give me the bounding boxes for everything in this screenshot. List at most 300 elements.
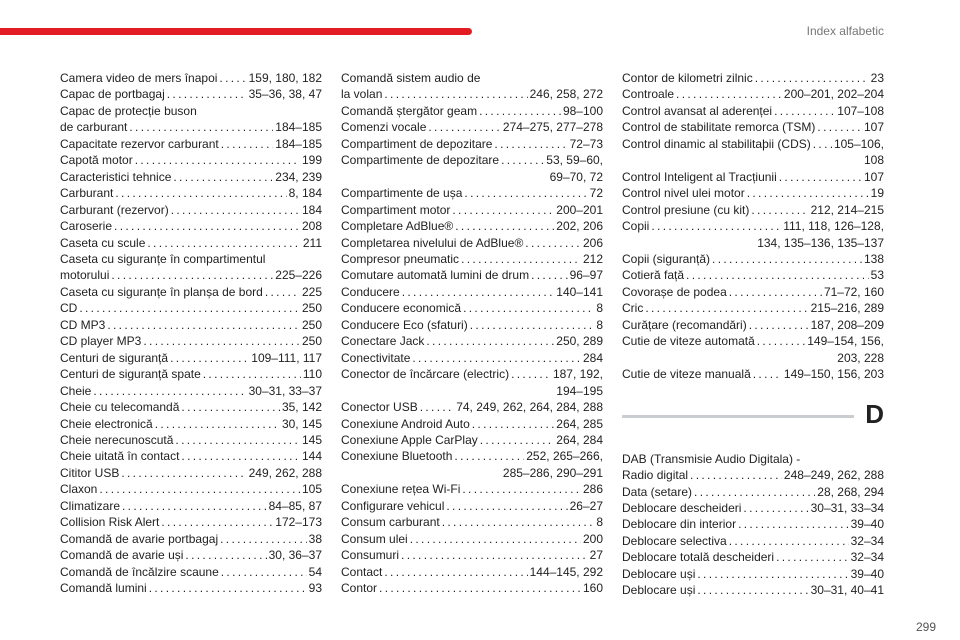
index-column-1 <box>60 70 322 597</box>
index-entry-line <box>60 86 322 102</box>
index-entry-pages: 211 <box>302 235 322 250</box>
index-column-3 <box>622 70 884 599</box>
index-entry-line <box>622 251 884 267</box>
index-entry-pages: 35–36, 38, 47 <box>248 87 322 102</box>
leader-dots <box>412 350 581 366</box>
index-entry-line <box>341 251 603 267</box>
index-entry-term: Deblocare totală descheideri <box>622 550 775 565</box>
index-entry-line <box>341 580 603 596</box>
leader-dots <box>464 185 587 201</box>
index-entry-pages: 284 <box>582 350 603 365</box>
leader-dots <box>501 152 544 168</box>
index-entry-term: Deblocare uși <box>622 566 696 581</box>
index-entry-line <box>341 202 603 218</box>
leader-dots <box>511 366 551 382</box>
leader-dots <box>697 566 848 582</box>
index-entry-term: Curățare (recomandări) <box>622 317 747 332</box>
index-entry-term: Claxon <box>60 482 98 497</box>
index-entry <box>622 218 884 251</box>
index-entry-pages: 250 <box>301 301 322 316</box>
leader-dots <box>446 498 567 514</box>
index-entry-line <box>341 432 603 448</box>
leader-dots <box>462 481 581 497</box>
index-entry-pages: 212 <box>582 251 603 266</box>
index-entry-line <box>60 152 322 168</box>
index-entry-term: de carburant <box>60 120 128 135</box>
index-entry-term: Cheie <box>60 383 92 398</box>
index-entry-pages: 149–154, 156, <box>807 334 884 349</box>
index-entry-line <box>341 481 603 497</box>
index-entry-pages: 19 <box>870 186 884 201</box>
index-entry <box>60 350 322 366</box>
leader-dots <box>651 218 781 234</box>
index-entry-pages: 234, 239 <box>275 169 322 184</box>
index-entry-line <box>622 169 884 185</box>
leader-dots <box>645 300 808 316</box>
index-entry-pages: 107 <box>863 169 884 184</box>
leader-dots <box>774 103 835 119</box>
index-entry <box>341 399 603 415</box>
index-entry-term: Caracteristici tehnice <box>60 169 172 184</box>
index-entry-line <box>622 533 884 549</box>
index-entry-pages: 199 <box>301 153 322 168</box>
index-entry-line <box>341 350 603 366</box>
index-entry <box>341 235 603 251</box>
index-entry-term: Copii <box>622 219 650 234</box>
index-entry-term: Conexiune Bluetooth <box>341 449 453 464</box>
index-entry-pages: 30–31, 40–41 <box>810 583 884 598</box>
index-entry-line <box>341 267 603 283</box>
leader-dots <box>185 547 266 563</box>
index-entry-line <box>622 333 884 349</box>
leader-dots <box>817 119 862 135</box>
index-entry-pages: 105–106, <box>833 136 884 151</box>
index-entry-line <box>622 267 884 283</box>
leader-dots <box>111 267 273 283</box>
index-entry-term: Conducere economică <box>341 301 462 316</box>
index-entry-line <box>622 366 884 382</box>
leader-dots <box>170 350 249 366</box>
index-entry <box>622 317 884 333</box>
leader-dots <box>121 465 246 481</box>
leader-dots <box>175 432 300 448</box>
index-entry-term: Capac de portbagaj <box>60 87 165 102</box>
index-entry-pages: 208 <box>301 219 322 234</box>
index-entry-term: Copii (siguranță) <box>622 251 711 266</box>
index-entry <box>341 514 603 530</box>
index-entry-line <box>60 202 322 218</box>
index-entry <box>60 531 322 547</box>
index-entry-line <box>60 448 322 464</box>
index-entry-pages: 109–111, 117 <box>251 350 322 365</box>
index-entry <box>60 547 322 563</box>
index-entry-line <box>341 317 603 333</box>
leader-dots <box>753 366 782 382</box>
index-entry <box>622 582 884 598</box>
index-entry-line <box>341 333 603 349</box>
leader-dots <box>531 267 568 283</box>
index-entry <box>622 136 884 169</box>
leader-dots <box>135 152 300 168</box>
index-entry-pages: 32–34 <box>850 533 884 548</box>
index-entry-term: Cutie de viteze automată <box>622 334 755 349</box>
index-entry <box>60 218 322 234</box>
index-entry-term: Conectivitate <box>341 350 411 365</box>
index-entry-pages: 206 <box>582 235 603 250</box>
leader-dots <box>525 235 581 251</box>
index-entry <box>341 333 603 349</box>
leader-dots <box>455 218 554 234</box>
index-entry <box>60 416 322 432</box>
index-entry-term: Comandă lumini <box>60 581 147 596</box>
index-entry-line <box>622 549 884 565</box>
index-entry <box>622 202 884 218</box>
leader-dots <box>461 251 581 267</box>
index-entry <box>341 416 603 432</box>
index-entry <box>60 136 322 152</box>
index-entry-pages: 160 <box>582 581 603 596</box>
index-entry-pages: 145 <box>301 432 322 447</box>
index-entry-line <box>60 284 322 300</box>
index-entry-line <box>60 300 322 316</box>
index-entry-pages: 250, 289 <box>556 334 603 349</box>
index-entry-term: Comutare automată lumini de drum <box>341 268 530 283</box>
index-entry-pages: 215–216, 289 <box>810 301 884 316</box>
index-entry-line <box>341 185 603 201</box>
index-entry-line <box>341 416 603 432</box>
index-entry-term: Cititor USB <box>60 465 120 480</box>
index-entry-term: Cotieră față <box>622 268 685 283</box>
index-entry-pages: 28, 268, 294 <box>817 484 884 499</box>
index-entry-pages: 72 <box>589 186 603 201</box>
index-entry-term: Control dinamic al stabilitaþii (CDS) <box>622 136 811 151</box>
section-divider <box>622 415 854 418</box>
index-entry-line <box>60 70 322 86</box>
index-entry-term: Radio digital <box>622 468 689 483</box>
index-entry-pages: 172–173 <box>275 515 322 530</box>
index-entry <box>341 531 603 547</box>
index-entry <box>341 185 603 201</box>
index-entry-line <box>622 218 884 234</box>
index-entry-term: CD player MP3 <box>60 334 142 349</box>
index-entry <box>60 300 322 316</box>
index-entry <box>341 498 603 514</box>
index-entry-term: Climatizare <box>60 498 121 513</box>
leader-dots <box>813 136 832 152</box>
index-entry-pages: 187, 192, <box>552 367 603 382</box>
index-entry <box>341 350 603 366</box>
index-entry-line <box>60 317 322 333</box>
index-entry-pages: 140–141 <box>556 284 603 299</box>
index-entry <box>341 564 603 580</box>
index-entry <box>622 70 884 86</box>
index-entry-term: Control avansat al aderenței <box>622 103 773 118</box>
index-entry-term: Caseta cu scule <box>60 235 146 250</box>
index-entry-line <box>622 185 884 201</box>
index-entry <box>60 235 322 251</box>
leader-dots <box>442 514 595 530</box>
index-entry-term: Comenzi vocale <box>341 120 427 135</box>
index-entry-pages: 96–97 <box>569 268 603 283</box>
index-entry-pages: 212, 214–215 <box>810 202 884 217</box>
index-entry-term: Conexiune Android Auto <box>341 416 470 431</box>
index-entry-line <box>622 484 884 500</box>
index-entry-term: la volan <box>341 87 383 102</box>
index-entry-term-part: Caseta cu siguranțe în compartimentul <box>60 251 266 266</box>
index-entry <box>341 103 603 119</box>
leader-dots <box>480 432 555 448</box>
index-entry <box>60 284 322 300</box>
index-column-2 <box>341 70 603 597</box>
index-entry-pages: 72–73 <box>569 136 603 151</box>
index-entry-term: Carburant <box>60 186 114 201</box>
index-entry-line <box>341 152 603 168</box>
index-entry-pages: 248–249, 262, 288 <box>783 468 884 483</box>
leader-dots <box>428 119 501 135</box>
index-entry <box>341 70 603 103</box>
index-entry-pages: 74, 249, 262, 264, 284, 288 <box>456 400 603 415</box>
index-entry <box>60 185 322 201</box>
index-entry <box>341 366 603 399</box>
index-entry-pages: 249, 262, 288 <box>248 465 322 480</box>
index-entry-term: Caseta cu siguranțe în planșa de bord <box>60 284 263 299</box>
index-entry <box>341 218 603 234</box>
index-entry <box>60 432 322 448</box>
index-entry <box>60 152 322 168</box>
index-entry-term: Centuri de siguranță <box>60 350 169 365</box>
index-entry-pages: 184 <box>301 202 322 217</box>
index-entry-term: CD MP3 <box>60 317 106 332</box>
index-entry-line <box>60 119 322 135</box>
accent-bar <box>0 28 472 35</box>
index-entry <box>60 564 322 580</box>
index-entry-pages: 53 <box>870 268 884 283</box>
index-entry <box>60 448 322 464</box>
leader-dots <box>690 467 782 483</box>
index-entry-line <box>60 432 322 448</box>
index-entry <box>60 498 322 514</box>
index-entry-pages: 107 <box>863 120 884 135</box>
index-entry-line <box>60 564 322 580</box>
index-entry-pages-continued: 69–70, 72 <box>549 169 603 184</box>
leader-dots <box>420 399 455 415</box>
index-entry-term: motorului <box>60 268 110 283</box>
leader-dots <box>410 531 581 547</box>
index-entry <box>341 136 603 152</box>
index-entry-pages: 23 <box>870 71 884 85</box>
index-entry-line <box>341 399 603 415</box>
index-entry <box>622 119 884 135</box>
leader-dots <box>221 136 274 152</box>
index-entry-pages: 149–150, 156, 203 <box>783 367 884 382</box>
index-entry-term-part: DAB (Transmisie Audio Digitala) - <box>622 451 801 466</box>
leader-dots <box>203 366 301 382</box>
index-entry-pages: 32–34 <box>850 550 884 565</box>
index-entry <box>341 251 603 267</box>
index-entry <box>60 383 322 399</box>
index-entry-pages: 138 <box>863 251 884 266</box>
index-entry-line <box>60 481 322 497</box>
index-entry-pages: 8 <box>596 317 603 332</box>
index-entry-pages: 27 <box>589 548 603 563</box>
leader-dots <box>479 103 561 119</box>
index-entry-pages: 144 <box>301 449 322 464</box>
index-entry <box>60 366 322 382</box>
index-entry-pages: 225–226 <box>275 268 322 283</box>
index-entry <box>622 549 884 565</box>
leader-dots <box>115 185 286 201</box>
index-entry <box>60 103 322 136</box>
index-entry-line <box>341 136 603 152</box>
index-entry-line <box>60 514 322 530</box>
index-entry <box>622 366 884 382</box>
leader-dots <box>743 500 808 516</box>
index-entry-line <box>60 185 322 201</box>
index-entry-term: Contor <box>341 581 378 596</box>
leader-dots <box>173 169 273 185</box>
index-entry <box>341 202 603 218</box>
index-entry-term: Conducere <box>341 284 400 299</box>
index-entry-line <box>60 136 322 152</box>
index-entry-line <box>341 86 603 102</box>
index-entry-term: Compartiment de depozitare <box>341 136 493 151</box>
leader-dots <box>776 549 849 565</box>
index-entry <box>60 333 322 349</box>
index-entry <box>60 580 322 596</box>
index-entry-pages-continued: 203, 228 <box>837 350 884 365</box>
index-entry <box>622 333 884 366</box>
index-entry-pages: 200 <box>582 531 603 546</box>
leader-dots <box>729 533 849 549</box>
index-entry-line <box>60 267 322 283</box>
leader-dots <box>712 251 862 267</box>
leader-dots <box>729 284 822 300</box>
index-entry-term: CD <box>60 301 78 316</box>
index-entry-line <box>341 119 603 135</box>
index-entry-term: Centuri de siguranță spate <box>60 367 201 382</box>
index-entry-line <box>341 448 603 464</box>
index-entry-term: Deblocare uși <box>622 583 696 598</box>
index-entry-term: Control nivel ulei motor <box>622 186 745 201</box>
index-entry-pages-continued: 134, 135–136, 135–137 <box>757 235 884 250</box>
index-entry-pages: 38 <box>308 531 322 546</box>
index-entry <box>622 251 884 267</box>
index-entry-term: Collision Risk Alert <box>60 515 160 530</box>
leader-dots <box>779 169 862 185</box>
index-entry-line <box>622 70 884 86</box>
index-entry-pages: 98–100 <box>562 103 603 118</box>
index-entry-pages: 30, 145 <box>281 416 322 431</box>
leader-dots <box>426 333 554 349</box>
index-entry-line <box>341 366 603 382</box>
index-entry-term: Controale <box>622 87 675 102</box>
leader-dots <box>219 70 246 86</box>
index-entry-line <box>622 136 884 152</box>
index-entry <box>60 251 322 284</box>
index-entry <box>622 451 884 484</box>
index-entry-line <box>60 333 322 349</box>
index-entry-line <box>60 580 322 596</box>
index-entry-pages: 159, 180, 182 <box>248 71 322 85</box>
index-entry-term: Cheie nerecunoscută <box>60 432 174 447</box>
index-entry-line <box>341 531 603 547</box>
index-entry-line <box>60 547 322 563</box>
leader-dots <box>749 317 809 333</box>
leader-dots <box>79 300 300 316</box>
index-entry-term: Compartimente de ușa <box>341 186 463 201</box>
index-entry-pages: 35, 142 <box>281 400 322 415</box>
index-entry-pages: 187, 208–209 <box>810 317 884 332</box>
leader-dots <box>402 284 555 300</box>
index-entry-term: Compartiment motor <box>341 202 451 217</box>
section-header-d <box>622 398 884 441</box>
index-entry-pages: 54 <box>308 564 322 579</box>
index-entry-term: Conexiune rețea Wi-Fi <box>341 482 461 497</box>
index-entry-pages: 200–201 <box>556 202 603 217</box>
index-entry-term: Capacitate rezervor carburant <box>60 136 219 151</box>
leader-dots <box>149 580 307 596</box>
index-entry-term: Data (setare) <box>622 484 693 499</box>
index-entry <box>622 300 884 316</box>
index-entry-pages: 39–40 <box>850 566 884 581</box>
index-entry <box>622 267 884 283</box>
index-entry <box>622 516 884 532</box>
index-entry <box>60 514 322 530</box>
index-entry-term: Cheie cu telecomandă <box>60 400 180 415</box>
index-entry-term: Covorașe de podea <box>622 284 727 299</box>
index-entry-line <box>341 514 603 530</box>
index-entry-term: Deblocare descheideri <box>622 500 742 515</box>
index-entry <box>60 70 322 86</box>
index-entry-pages: 246, 258, 272 <box>529 87 603 102</box>
index-entry-line <box>341 547 603 563</box>
index-entry <box>60 317 322 333</box>
index-entry-pages: 264, 285 <box>556 416 603 431</box>
index-entry-line <box>622 284 884 300</box>
leader-dots <box>93 383 246 399</box>
leader-dots <box>401 547 588 563</box>
index-entry-pages: 30, 36–37 <box>268 548 322 563</box>
index-entry-line <box>341 498 603 514</box>
index-entry-line <box>60 366 322 382</box>
leader-dots <box>114 218 300 234</box>
index-entry-line <box>622 467 884 483</box>
index-entry-pages: 8, 184 <box>288 186 322 201</box>
index-entry-line <box>622 202 884 218</box>
leader-dots <box>221 564 307 580</box>
index-entry-term: Conector USB <box>341 400 418 415</box>
index-entry <box>60 86 322 102</box>
index-entry-pages: 8 <box>596 301 603 316</box>
index-entry-term: Cheie electronică <box>60 416 153 431</box>
index-entry-pages: 200–201, 202–204 <box>783 87 884 102</box>
leader-dots <box>472 416 555 432</box>
index-entry-term: Contor de kilometri zilnic <box>622 71 753 85</box>
index-entry-line <box>622 566 884 582</box>
page-number: 299 <box>915 620 936 634</box>
leader-dots <box>751 202 808 218</box>
leader-dots <box>181 448 300 464</box>
index-entry-line <box>60 169 322 185</box>
leader-dots <box>129 119 273 135</box>
index-entry-pages: 252, 265–266, <box>526 449 603 464</box>
index-entry-line <box>60 498 322 514</box>
index-entry <box>622 484 884 500</box>
index-entry-term: Comandă de încălzire scaune <box>60 564 219 579</box>
leader-dots <box>161 514 273 530</box>
index-entry-line <box>622 500 884 516</box>
index-entry <box>622 86 884 102</box>
